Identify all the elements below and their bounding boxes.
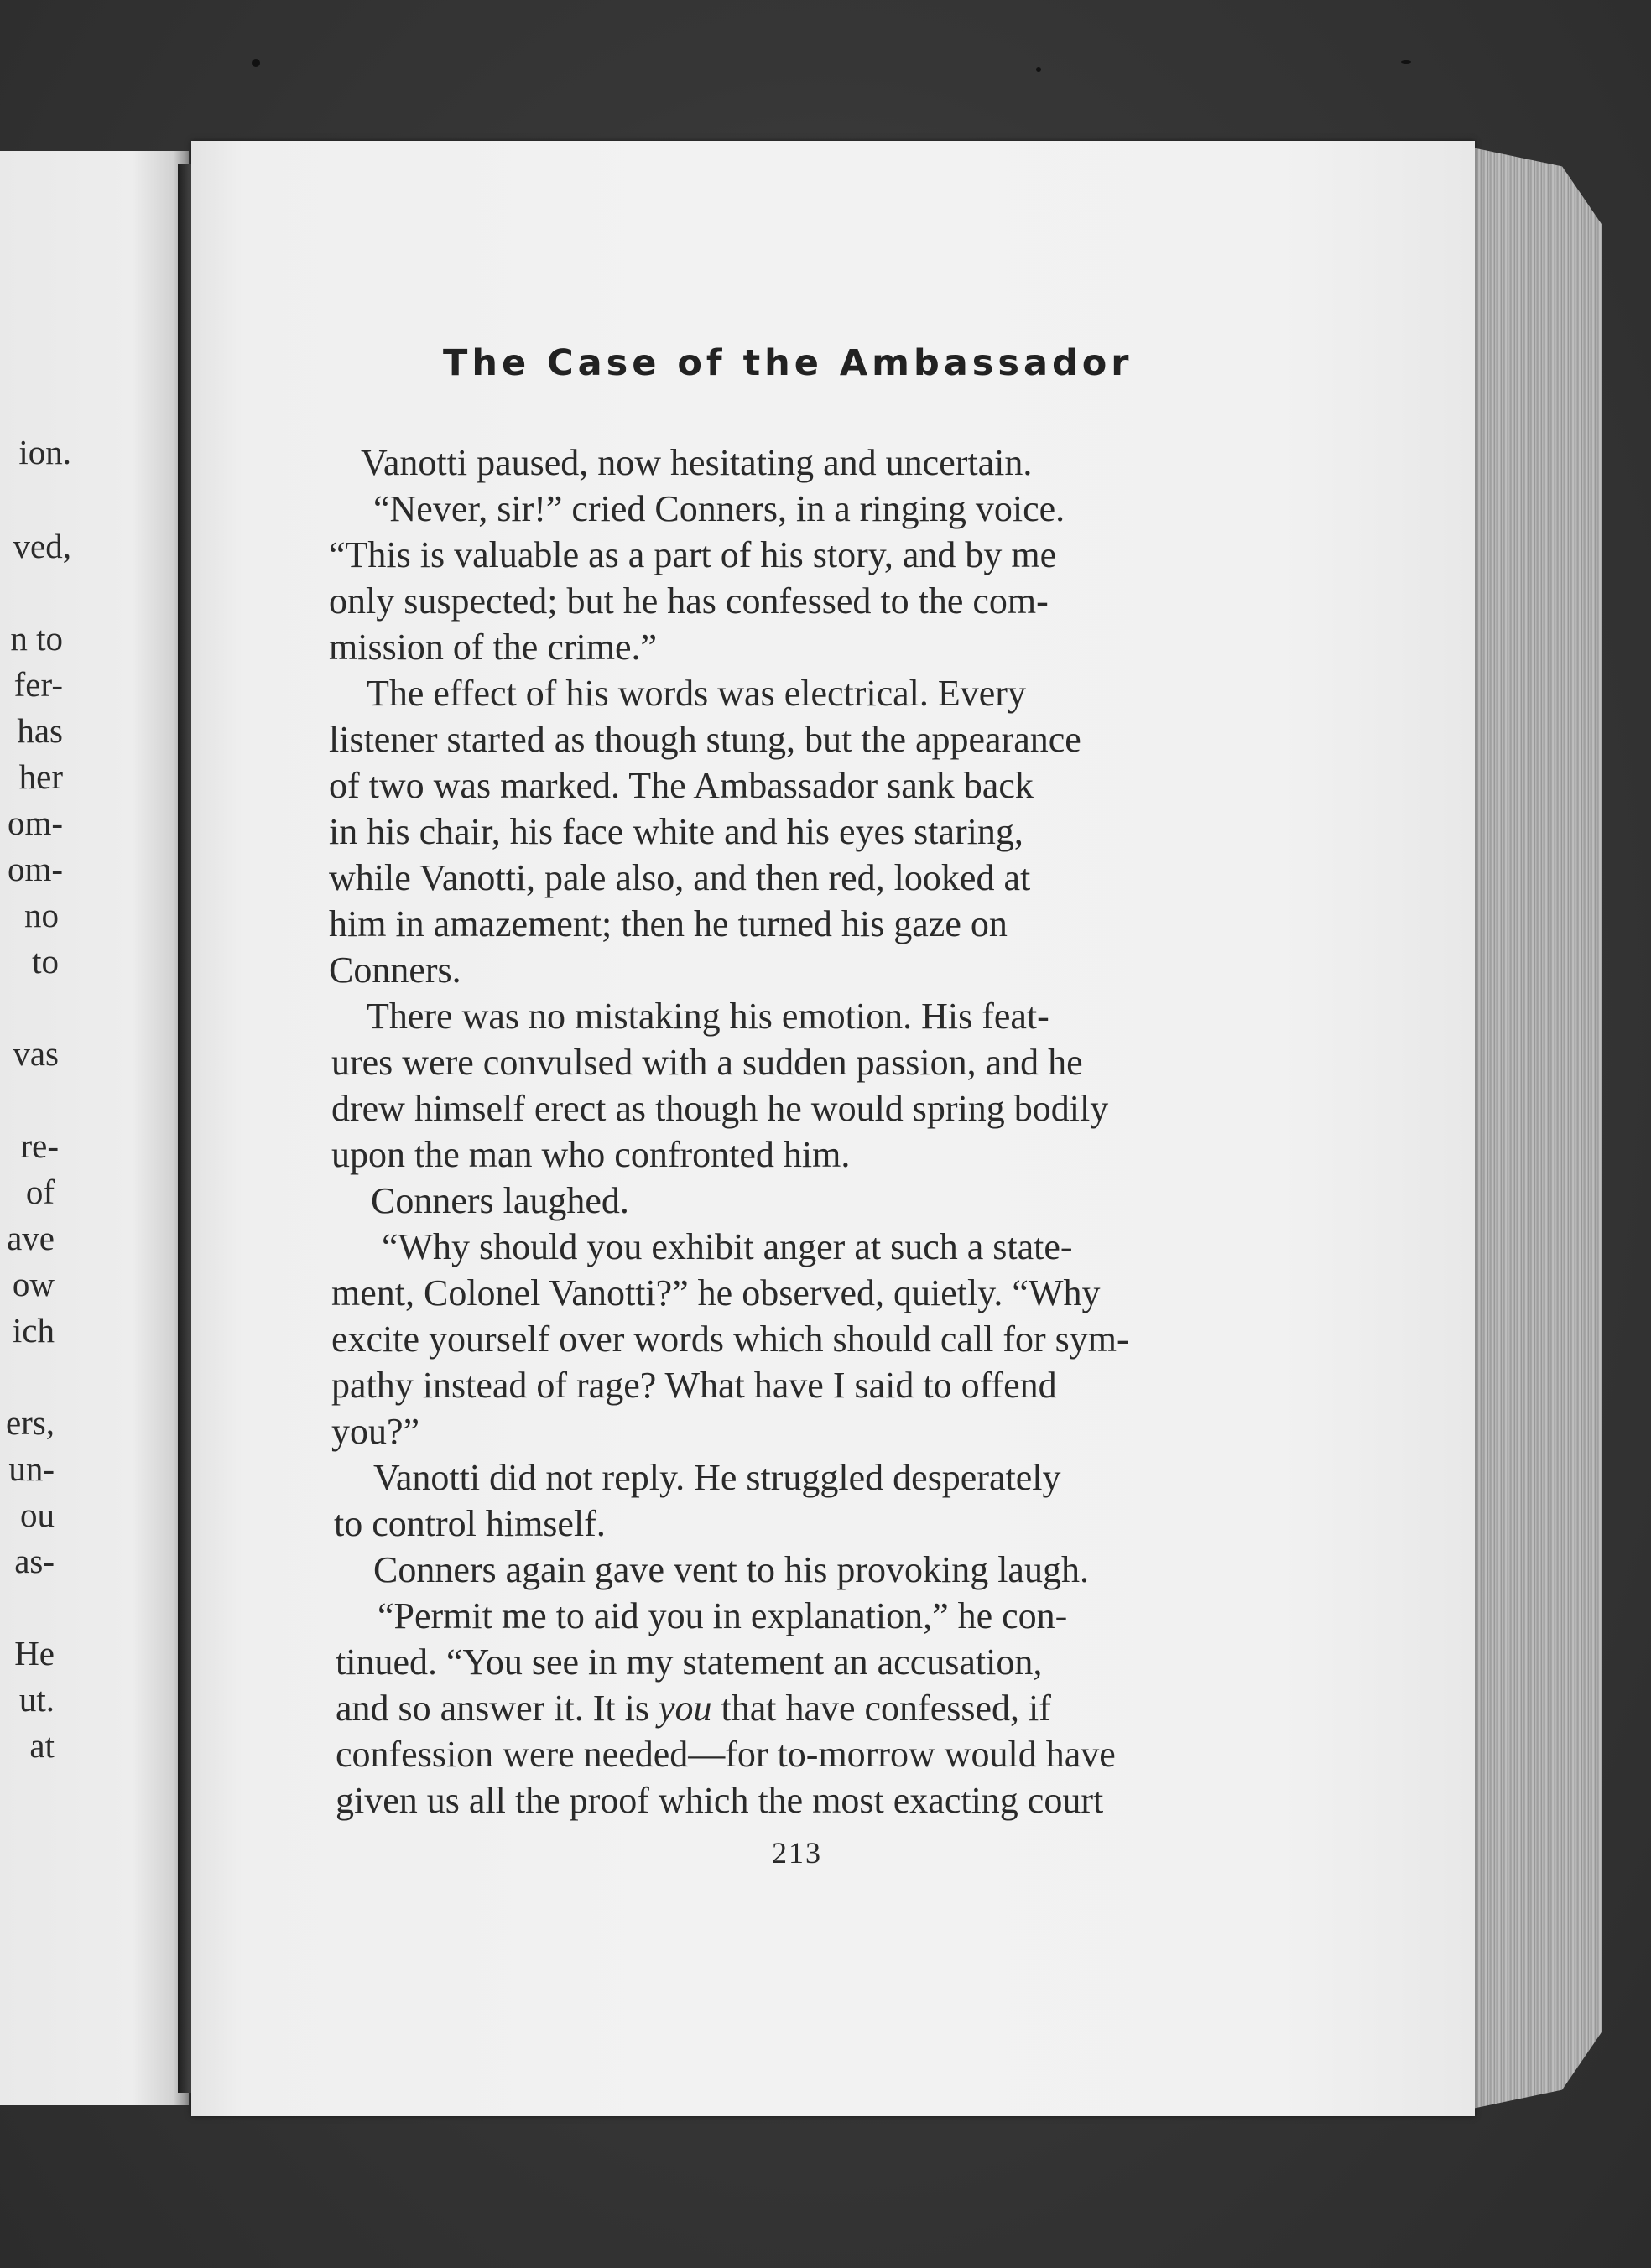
left-page-fragment: ers,: [5, 1403, 55, 1442]
text-line: ures were convulsed with a sudden passion, and he: [331, 1042, 1083, 1083]
text-line: “This is valuable as a part of his story, and by me: [329, 534, 1057, 575]
text-line: you?”: [331, 1411, 420, 1452]
left-page-fragment: om-: [7, 804, 63, 842]
text-line: The effect of his words was electrical. Every: [367, 673, 1026, 714]
left-page-fragment: ion.: [18, 433, 71, 471]
text-line: to control himself.: [334, 1503, 606, 1544]
emphasized-word: you: [658, 1688, 712, 1729]
left-facing-page: [0, 151, 189, 2105]
text-line: only suspected; but he has confessed to the com-: [329, 580, 1049, 622]
left-page-fragment: He: [14, 1634, 55, 1672]
text-line: “Why should you exhibit anger at such a state-: [382, 1226, 1073, 1267]
text-line: confession were needed—for to-morrow would have: [336, 1734, 1116, 1775]
text-line-part: and so answer it. It is: [336, 1688, 649, 1729]
dust-speck: [252, 59, 260, 67]
left-page-fragment: vas: [13, 1034, 59, 1073]
text-line: of two was marked. The Ambassador sank back: [329, 765, 1034, 806]
text-line: mission of the crime.”: [329, 627, 658, 668]
left-page-fragment: at: [29, 1726, 55, 1765]
text-line: while Vanotti, pale also, and then red, looked at: [329, 857, 1031, 898]
text-line: “Permit me to aid you in explanation,” he con-: [378, 1595, 1068, 1636]
left-page-fragment: ave: [7, 1219, 55, 1257]
text-line: drew himself erect as though he would spring bodily: [331, 1088, 1109, 1129]
text-line: [336, 1690, 1051, 1727]
text-line: Conners.: [329, 949, 461, 991]
text-line: Vanotti did not reply. He struggled desperately: [373, 1457, 1061, 1498]
text-line: Conners again gave vent to his provoking laugh.: [373, 1549, 1089, 1590]
dust-speck: [1036, 67, 1041, 72]
left-page-fragment: fer-: [13, 665, 63, 704]
page-number: 213: [772, 1836, 822, 1870]
text-line: upon the man who confronted him.: [331, 1134, 851, 1175]
left-page-fragment: as-: [14, 1542, 55, 1580]
text-line: pathy instead of rage? What have I said to offend: [331, 1365, 1057, 1406]
left-page-fragment: her: [18, 757, 63, 796]
text-line: ment, Colonel Vanotti?” he observed, quietly. “Why: [331, 1272, 1101, 1313]
text-line: Conners laughed.: [371, 1180, 629, 1221]
text-line: excite yourself over words which should call for sym-: [331, 1319, 1129, 1360]
left-page-fragment: no: [24, 896, 59, 934]
page-edges: [1468, 147, 1602, 2109]
left-page-fragment: om-: [7, 850, 63, 888]
text-line: listener started as though stung, but the appearance: [329, 719, 1081, 760]
text-line: him in amazement; then he turned his gaze on: [329, 903, 1008, 944]
text-line: in his chair, his face white and his eyes staring,: [329, 811, 1023, 852]
left-page-fragment: ou: [20, 1496, 55, 1534]
text-line: given us all the proof which the most exacting court: [336, 1780, 1104, 1821]
text-line: Vanotti paused, now hesitating and uncertain.: [361, 442, 1033, 483]
running-header: The Case of the Ambassador: [443, 342, 1133, 384]
left-page-fragment: un-: [8, 1449, 55, 1488]
text-line: There was no mistaking his emotion. His feat-: [367, 996, 1049, 1037]
text-line: “Never, sir!” cried Conners, in a ringing voice.: [373, 488, 1065, 529]
dust-speck: [1401, 60, 1411, 64]
left-page-fragment: ved,: [13, 527, 71, 565]
left-page-fragment: ich: [12, 1311, 55, 1350]
text-line: tinued. “You see in my statement an accusation,: [336, 1641, 1043, 1683]
left-page-fragment: ut.: [18, 1680, 55, 1719]
left-page-fragment: re-: [20, 1126, 59, 1165]
left-page-fragment: of: [25, 1173, 55, 1211]
text-line-part: that have confessed, if: [721, 1688, 1051, 1729]
left-page-fragment: to: [32, 942, 59, 981]
left-page-fragment: ow: [12, 1265, 55, 1303]
left-page-fragment: n to: [10, 619, 63, 658]
left-page-fragment: has: [17, 711, 63, 750]
